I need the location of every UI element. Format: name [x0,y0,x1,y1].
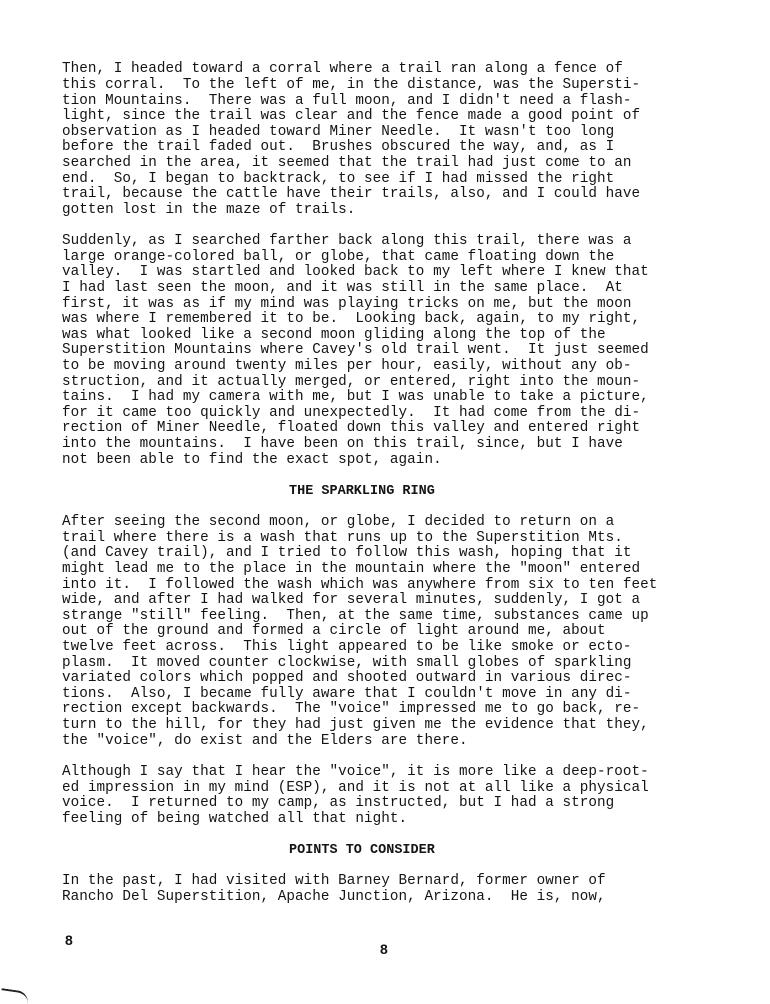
text-line: voice. I returned to my camp, as instructed, but I had a strong [62,795,615,811]
text-line: large orange-colored ball, or globe, that came floating down the [62,249,615,265]
text-line: trail where there is a wash that runs up to the Superstition Mts. [62,530,623,546]
text-line: might lead me to the place in the mountain where the "moon" entered [62,561,641,577]
text-line: the "voice", do exist and the Elders are there. [62,733,468,749]
scan-edge-mark [0,988,29,1004]
text-line: After seeing the second moon, or globe, I decided to return on a [62,514,615,530]
text-line: tion Mountains. There was a full moon, and I didn't need a flash- [62,93,632,109]
text-line: rection except backwards. The "voice" impressed me to go back, re- [62,701,641,717]
text-line: into it. I followed the wash which was anywhere from six to ten feet [62,577,658,593]
page-number-left: 8 [65,932,73,948]
text-line: searched in the area, it seemed that the trail had just come to an [62,155,632,171]
text-line: before the trail faded out. Brushes obscured the way, and, as I [62,139,615,155]
text-line: I had last seen the moon, and it was still in the same place. At [62,280,623,296]
section-heading-sparkling-ring: THE SPARKLING RING [289,484,435,499]
text-line: (and Cavey trail), and I tried to follow this wash, hoping that it [62,545,632,561]
text-line: tains. I had my camera with me, but I was unable to take a picture, [62,389,649,405]
text-line: gotten lost in the maze of trails. [62,202,356,218]
text-line: feeling of being watched all that night. [62,811,408,827]
text-line: to be moving around twenty miles per hour, easily, without any ob- [62,358,632,374]
text-line: trail, because the cattle have their trails, also, and I could have [62,186,641,202]
text-line: valley. I was startled and looked back to my left where I knew that [62,264,649,280]
text-line: struction, and it actually merged, or entered, right into the moun- [62,374,641,390]
text-line: out of the ground and formed a circle of light around me, about [62,623,606,639]
text-line: rection of Miner Needle, floated down this valley and entered right [62,420,641,436]
section-heading-points-to-consider: POINTS TO CONSIDER [289,843,435,858]
text-line: wide, and after I had walked for several minutes, suddenly, I got a [62,592,641,608]
text-line: Although I say that I hear the "voice", it is more like a deep-root- [62,764,649,780]
text-line: Then, I headed toward a corral where a trail ran along a fence of [62,61,623,77]
text-line: was where I remembered it to be. Looking back, again, to my right, [62,311,641,327]
text-line: observation as I headed toward Miner Needle. It wasn't too long [62,124,615,140]
text-line: plasm. It moved counter clockwise, with small globes of sparkling [62,655,632,671]
text-line: was what looked like a second moon gliding along the top of the [62,327,606,343]
text-line: light, since the trail was clear and the fence made a good point of [62,108,641,124]
text-line: ed impression in my mind (ESP), and it is not at all like a physical [62,780,649,796]
text-line: tions. Also, I became fully aware that I couldn't move in any di- [62,686,632,702]
text-line: Suddenly, as I searched farther back along this trail, there was a [62,233,632,249]
text-line: this corral. To the left of me, in the distance, was the Supersti- [62,77,641,93]
text-line: into the mountains. I have been on this trail, since, but I have [62,436,623,452]
text-line: twelve feet across. This light appeared to be like smoke or ecto- [62,639,632,655]
page-number-center: 8 [380,941,388,957]
text-line: first, it was as if my mind was playing tricks on me, but the moon [62,296,632,312]
text-line: strange "still" feeling. Then, at the same time, substances came up [62,608,649,624]
text-line: Superstition Mountains where Cavey's old trail went. It just seemed [62,342,649,358]
text-line: In the past, I had visited with Barney Bernard, former owner of [62,873,606,889]
text-line: turn to the hill, for they had just given me the evidence that they, [62,717,649,733]
text-line: end. So, I began to backtrack, to see if I had missed the right [62,171,615,187]
text-line: not been able to find the exact spot, again. [62,452,442,468]
text-line: Rancho Del Superstition, Apache Junction, Arizona. He is, now, [62,889,606,905]
text-line: variated colors which popped and shooted outward in various direc- [62,670,632,686]
text-line: for it came too quickly and unexpectedly. It had come from the di- [62,405,641,421]
